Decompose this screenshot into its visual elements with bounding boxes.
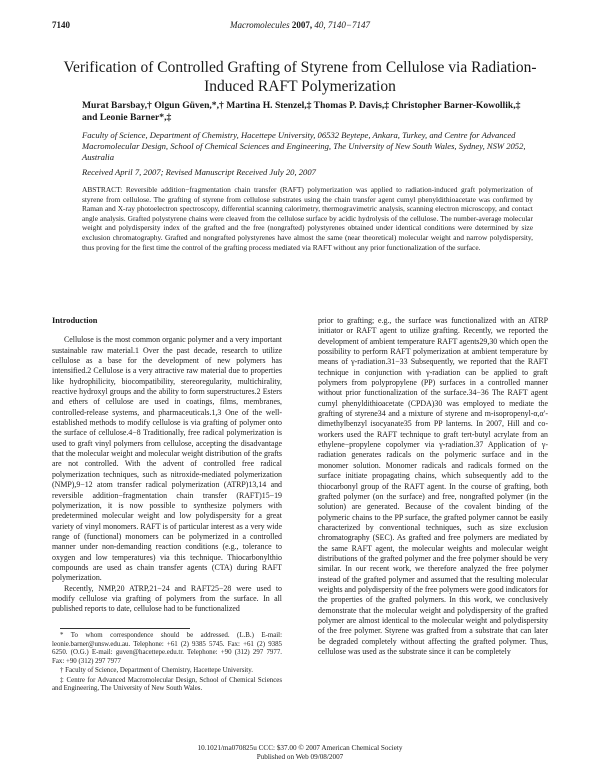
journal-volume: 40,: [314, 20, 326, 30]
footnotes: [52, 632, 282, 695]
footnote-rule: [60, 628, 190, 629]
affiliations: Faculty of Science, Department of Chemistry, Hacettepe University, 06532 Beytepe, Ankara, Turkey, and Centre for Advanced Macromolecular Design, School of Chemical Sciences and Engineering, The University of New South Wales, Sydney, NSW 2052, Australia: [82, 130, 526, 162]
journal-pages: 7140−7147: [327, 20, 370, 30]
paragraph: Cellulose is the most common organic polymer and a very important sustainable raw material.1 Over the past decade, research to utilize cellulose as a base for the development of new polymers has intensified.2 Cellulose is a very attractive raw material due to properties like hydrophilicity, biocompatibility, stereoregularity, multichirality, reactive hydroxyl groups and the ability to form superstructures.2 Esters and ethers of cellulose are used in coatings, films, membranes, controlled-release systems, and pharmaceuticals.1,3 One of the well-established methods to modify cellulose is via grafting of polymer onto the surface of cellulose.4−8 Traditionally, free radical polymerization is used to graft vinyl polymers from cellulose, accepting the disadvantage that the molecular weight and molecular weight distribution of the grafts are not controlled. With the advent of controlled free radical polymerization techniques, such as nitroxide-mediated polymerization (NMP),9−12 atom transfer radical polymerization (ATRP)13,14 and reversible addition−fragmentation chain transfer (RAFT)15−19 polymerization, it is now possible to synthesize polymers with predetermined molecular weight and low polydispersity for a great variety of vinyl monomers. RAFT is of particular interest as a very wide range of (functional) monomers can be polymerized in a controlled manner under non-demanding reaction conditions (e.g., tolerance to oxygen and low temperatures) via this technique. Thiocarbonylthio compounds are used as chain transfer agents (CTA) during RAFT polymerization.: [52, 335, 282, 583]
footnote-affil-2: ‡ Centre for Advanced Macromolecular Design, School of Chemical Sciences and Engineering, The University of New South Wales.: [52, 676, 282, 692]
left-column: [52, 316, 282, 615]
section-heading: Introduction: [52, 316, 98, 325]
footnote-affil-1: † Faculty of Science, Department of Chemistry, Hacettepe University.: [60, 667, 253, 674]
running-header: [52, 20, 548, 34]
page-footer: [0, 744, 600, 762]
right-column: [318, 316, 548, 657]
page-number: 7140: [52, 20, 70, 30]
footnote-correspondence: * To whom correspondence should be addressed. (L.B.) E-mail: leonie.barner@unsw.edu.au. Telephone: +61 (2) 9385 5745. Fax: +61 (2) 9385 6250. (O.G.) E-mail: guven@hacettepe.edu.tr. Telephone: +90 (312) 297 7977. Fax: +90 (312) 297 7977: [52, 632, 282, 665]
journal-name: Macromolecules: [230, 20, 290, 30]
paragraph: prior to grafting; e.g., the surface was functionalized with an ATRP initiator or RAFT agent to utilize grafting. Recently, we reported the development of ambient temperature RAFT agents29,30 which open the possibility to perform RAFT polymerization at ambient temperature by means of γ-radiation.31−33 Subsequently, we reported that the RAFT technique in conjunction with γ-radiation can be applied to graft polymers from polypropylene (PP) surfaces in a controlled manner without prior functionalization of the surface.34−36 The RAFT agent cumyl phenyldithioacetate (CPDA)30 was employed to mediate the grafting of styrene34 and a mixture of styrene and m-isopropenyl-α,α′-dimethylbenzyl isocyanate35 from PP lanterns. In 2007, Hill and co-workers used the RAFT technique to graft tert-butyl acrylate from an ethylene−propylene copolymer via γ-radiation.37 Application of γ-radiation generates radicals on the polymeric surface and in the monomer solution. Monomer radicals and radicals formed on the surface initiate propagating chains, which subsequently add to the thiocarbonyl group of the RAFT agent. In the course of grafting, both grafted polymer (on the surface) and free, nongrafted polymer (in the solution) are generated. Because of the covalent binding of the polymeric chains to the PP surface, the grafted polymer cannot be easily characterized by conventional techniques, such as size exclusion chromatography (SEC). As grafted and free polymers are mediated by the same RAFT agent, the molecular weights and molecular weight distributions of the grafted polymer and the free polymer should be very similar. In our recent work, we therefore analyzed the free polymer instead of the grafted polymer and assumed that the resulting molecular weights and polydispersity of the free polymers were good indicators for the properties of the grafted polymers. In this work, we conclusively demonstrate that the molecular weight and polydispersity of the grafted polymer are almost identical to the molecular weight and polydispersity of the free polymer. Styrene was grafted from a substrate that can later be degraded completely without affecting the grafted polymer. Thus, cellulose was used as the substrate since it can be completely: [318, 316, 548, 656]
author-list: Murat Barsbay,† Olgun Güven,*,† Martina H. Stenzel,‡ Thomas P. Davis,‡ Christopher Barner-Kowollik,‡ and Leonie Barner*,‡: [82, 100, 521, 123]
article-title: Verification of Controlled Grafting of Styrene from Cellulose via Radiation-Induced RAFT Polymerization: [63, 59, 537, 95]
abstract: ABSTRACT: Reversible addition−fragmentation chain transfer (RAFT) polymerization was applied to radiation-induced graft polymerization of styrene from cellulose. The grafting of styrene from cellulose substrates using the chain transfer agent cumyl phenyldithioacetate was confirmed by Raman and X-ray photoelectron spectroscopy, differential scanning calorimetry, thermogravimetric analysis, scanning electron microscopy, and contact angle analysis. Grafted polystyrene chains were cleaved from the cellulose surface by acidic hydrolysis of the cellulose. The number-average molecular weight and polydispersity index of the grafted and the free (nongrafted) polystyrenes obtained under identical conditions were determined by size exclusion chromatography. Grafted and nongrafted polystyrenes have almost the same (near theoretical) molecular weight and narrow polydispersity, thus proving for the first time the control of the grafting process mediated via RAFT without any prior functionalization of the surface.: [82, 185, 533, 252]
received-dates: Received April 7, 2007; Revised Manuscript Received July 20, 2007: [82, 167, 316, 177]
doi-copyright: 10.1021/ma070825u CCC: $37.00 © 2007 American Chemical Society: [197, 744, 403, 752]
journal-year: 2007,: [291, 20, 313, 30]
journal-citation: [182, 20, 418, 30]
publication-date: Published on Web 09/08/2007: [256, 753, 344, 761]
paragraph: Recently, NMP,20 ATRP,21−24 and RAFT25−28 were used to modify cellulose via grafting of polymers from the surface. In all published reports to date, cellulose had to be functionalized: [52, 583, 282, 614]
